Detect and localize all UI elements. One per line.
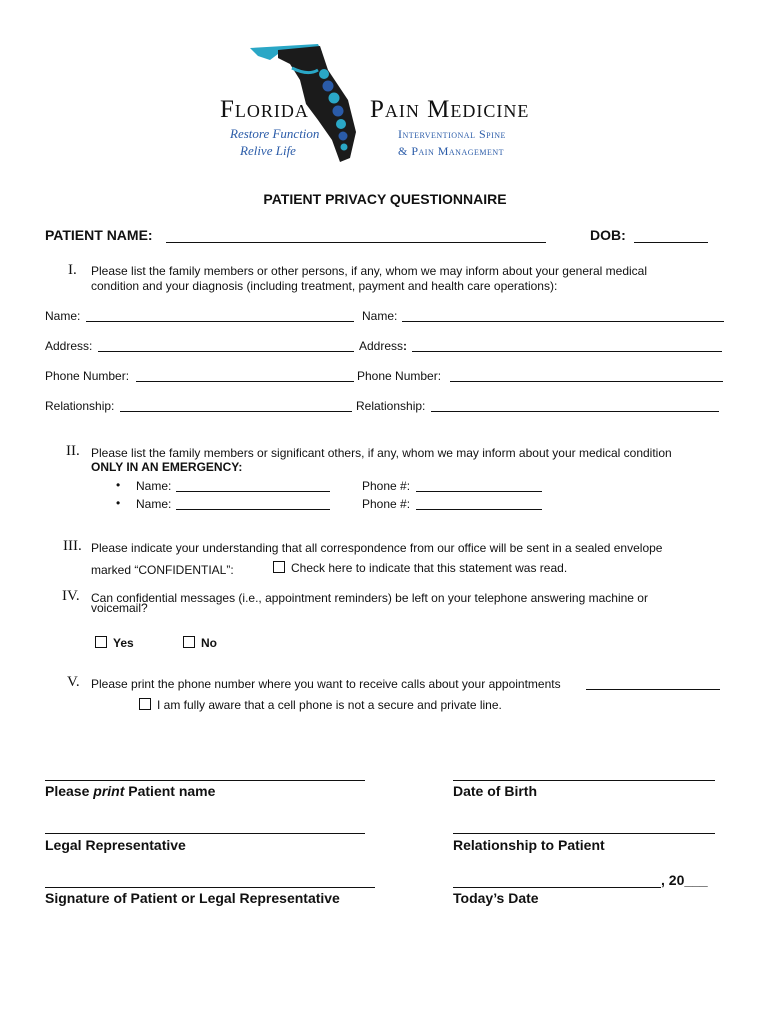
s1-relationship-label-left: Relationship: [45, 399, 115, 413]
s2-phone-field-1[interactable] [416, 479, 542, 492]
section-5-text-1: Please print the phone number where you want to receive calls about your appointments [91, 677, 561, 691]
s1-name-label-right: Name: [362, 309, 398, 323]
s1-address-field-right[interactable] [412, 339, 722, 352]
s1-address-label-right: Address: [359, 339, 408, 353]
s1-address-field-left[interactable] [98, 339, 354, 352]
s1-phone-field-right[interactable] [450, 369, 723, 382]
section-1-number: I. [68, 262, 77, 278]
legal-rep-line[interactable] [45, 833, 365, 834]
dob-sign-line[interactable] [453, 780, 715, 781]
logo-tagline-left-1: Restore Function [230, 126, 320, 141]
patient-name-label: PATIENT NAME: [45, 227, 153, 243]
section-2-text-2: ONLY IN AN EMERGENCY: [91, 460, 243, 474]
s1-phone-label-left: Phone Number: [45, 369, 130, 383]
s2-bullet-2: • [116, 496, 121, 510]
s1-phone-label-right: Phone Number: [357, 369, 442, 383]
s1-phone-field-left[interactable] [136, 369, 354, 382]
logo-left-word: Florida [220, 96, 309, 123]
logo-right-word: Pain Medicine [370, 96, 530, 123]
legal-rep-label: Legal Representative [45, 837, 186, 853]
signature-line[interactable] [45, 887, 375, 888]
logo-tagline-right-2: & Pain Management [398, 144, 505, 158]
print-name-line[interactable] [45, 780, 365, 781]
patient-name-field[interactable] [166, 228, 546, 243]
s2-bullet-1: • [116, 478, 121, 492]
yes-option [95, 636, 134, 650]
today-date-line[interactable] [453, 887, 661, 888]
cell-phone-checkbox-label: I am fully aware that a cell phone is not a secure and private line. [157, 698, 502, 712]
s1-name-field-left[interactable] [86, 309, 354, 322]
s1-relationship-field-left[interactable] [120, 399, 352, 412]
cell-phone-checkbox[interactable] [139, 698, 151, 710]
section-2-text-1: Please list the family members or significant others, if any, whom we may inform about your medical condition [91, 446, 672, 460]
confidential-checkbox-row [273, 561, 567, 575]
print-name-label: Please print Patient name [45, 783, 216, 799]
yes-checkbox[interactable] [95, 636, 107, 648]
dob-sign-label: Date of Birth [453, 783, 537, 799]
section-3-text-2: marked “CONFIDENTIAL”: [91, 563, 234, 577]
confidential-checkbox[interactable] [273, 561, 285, 573]
section-4-text-2: voicemail? [91, 601, 148, 615]
s1-name-field-right[interactable] [402, 309, 724, 322]
dob-field[interactable] [634, 228, 708, 243]
s2-name-field-1[interactable] [176, 479, 330, 492]
section-3-number: III. [63, 538, 82, 554]
s2-name-label-1: Name: [136, 479, 172, 493]
confidential-checkbox-label: Check here to indicate that this statement was read. [291, 561, 568, 575]
section-1-text-1: Please list the family members or other persons, if any, whom we may inform about your general medical [91, 264, 648, 278]
s2-name-field-2[interactable] [176, 497, 330, 510]
cell-phone-checkbox-row [139, 698, 502, 712]
section-3-text-1: Please indicate your understanding that all correspondence from our office will be sent in a sealed envelope [91, 541, 663, 555]
logo [220, 40, 560, 165]
no-label: No [201, 636, 217, 650]
no-checkbox[interactable] [183, 636, 195, 648]
s1-relationship-label-right: Relationship: [356, 399, 426, 413]
appointment-phone-field[interactable] [586, 677, 720, 690]
s2-phone-label-1: Phone #: [362, 479, 411, 493]
no-option [183, 636, 217, 650]
section-4-text-1: Can confidential messages (i.e., appointment reminders) be left on your telephone answering machine or [91, 591, 648, 605]
s2-name-label-2: Name: [136, 497, 172, 511]
today-date-label: Today’s Date [453, 890, 539, 906]
s1-name-label-left: Name: [45, 309, 81, 323]
section-1-text-2: condition and your diagnosis (including treatment, payment and health care operations): [91, 279, 558, 293]
s1-address-label-left: Address: [45, 339, 93, 353]
dob-label: DOB: [590, 227, 626, 243]
section-2-number: II. [66, 443, 80, 459]
s2-phone-label-2: Phone #: [362, 497, 411, 511]
section-5-number: V. [67, 674, 80, 690]
relationship-line[interactable] [453, 833, 715, 834]
page-title: PATIENT PRIVACY QUESTIONNAIRE [263, 191, 507, 207]
s2-phone-field-2[interactable] [416, 497, 542, 510]
relationship-label: Relationship to Patient [453, 837, 605, 853]
logo-tagline-right-1: Interventional Spine [398, 127, 506, 141]
section-4-number: IV. [62, 588, 80, 604]
s1-relationship-field-right[interactable] [431, 399, 719, 412]
today-date-year: , 20___ [661, 872, 708, 888]
signature-label: Signature of Patient or Legal Representative [45, 890, 340, 906]
yes-label: Yes [113, 636, 134, 650]
logo-tagline-left-2: Relive Life [240, 143, 296, 158]
